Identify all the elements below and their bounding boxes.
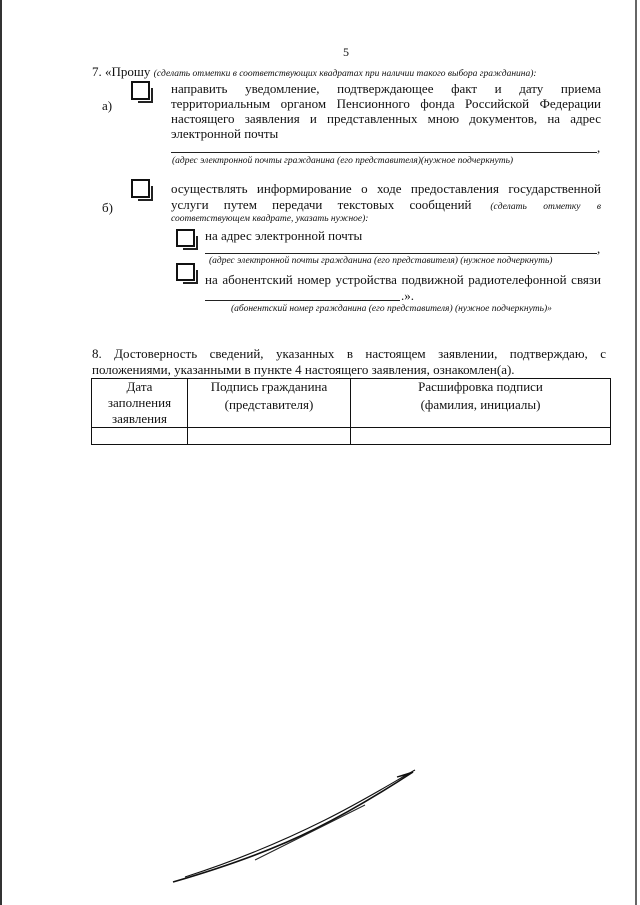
header-date [92,379,188,428]
header-date-line: Дата [126,379,153,394]
handwritten-signature [165,765,425,890]
header-signature [188,379,351,428]
header-signature-line: (представителя) [224,397,314,412]
option-b-phone-label: на абонентский номер устройства подвижной радиотелефонной связи [205,272,601,287]
table-row [92,428,611,445]
option-b-line2-note: (сделать отметку в [490,202,601,212]
option-b-email-caption: (адрес электронной почты гражданина (его представителя) (нужное подчеркнуть) [209,256,553,266]
section7-note: (сделать отметки в соответствующих квадратах при наличии такого выбора гражданина): [153,69,537,79]
decoding-cell[interactable] [351,428,611,445]
option-a-line: настоящего заявления и представленных мною документов, на адрес [171,111,601,126]
signature-table [91,378,611,445]
section8-line2: положениями, указанными в пункте 4 настоящего заявления, ознакомлен(а). [92,362,515,377]
option-a-text [171,81,601,141]
option-b-email-label: на адрес электронной почты [205,228,363,243]
scan-edge-right [635,0,637,905]
option-b-email-line-end: , [597,241,601,256]
date-cell[interactable] [92,428,188,445]
option-a-email-field[interactable] [171,152,597,153]
option-a-line: электронной почты [171,126,279,141]
scan-edge-left [0,0,2,905]
header-date-line: заполнения [107,395,172,410]
option-b-phone-field[interactable] [205,300,400,301]
option-b-line2 [171,197,601,212]
option-a-checkbox[interactable] [131,81,150,100]
section7-number: 7. «Прошу [92,64,151,79]
option-b-phone-checkbox[interactable] [176,263,195,281]
option-b-phone-caption: (абонентский номер гражданина (его представителя) (нужное подчеркнуть)» [231,304,552,314]
option-b-email-checkbox[interactable] [176,229,195,247]
header-date-line: заявления [111,411,167,426]
page-number: 5 [343,45,349,59]
section8-line1: 8. Достоверность сведений, указанных в настоящем заявлении, подтверждаю, с [92,346,606,361]
option-a-line: направить уведомление, подтверждающее факт и дату приема [171,81,601,96]
option-b-marker: б) [102,200,113,215]
option-b-line3-note: соответствующем квадрате, указать нужное): [171,214,369,224]
option-b-checkbox[interactable] [131,179,150,198]
table-header-row [92,379,611,428]
option-a-line-end: , [597,140,601,155]
header-signature-line: Подпись гражданина [210,379,328,394]
section7-heading [92,64,537,82]
option-b-phone-line-end: .». [401,288,414,303]
option-a-caption: (адрес электронной почты гражданина (его представителя)(нужное подчеркнуть) [172,156,514,166]
signature-cell[interactable] [188,428,351,445]
option-a-marker: а) [102,98,113,113]
header-decoding-line: (фамилия, инициалы) [420,397,541,412]
option-b-line1: осуществлять информирование о ходе предоставления государственной [171,181,601,196]
header-decoding [351,379,611,428]
option-a-line: территориальным органом Пенсионного фонда Российской Федерации [171,96,601,111]
option-b-email-field[interactable] [205,253,597,254]
option-b-line2-text: услуги путем передачи текстовых сообщений [171,197,472,212]
header-decoding-line: Расшифровка подписи [418,379,543,394]
